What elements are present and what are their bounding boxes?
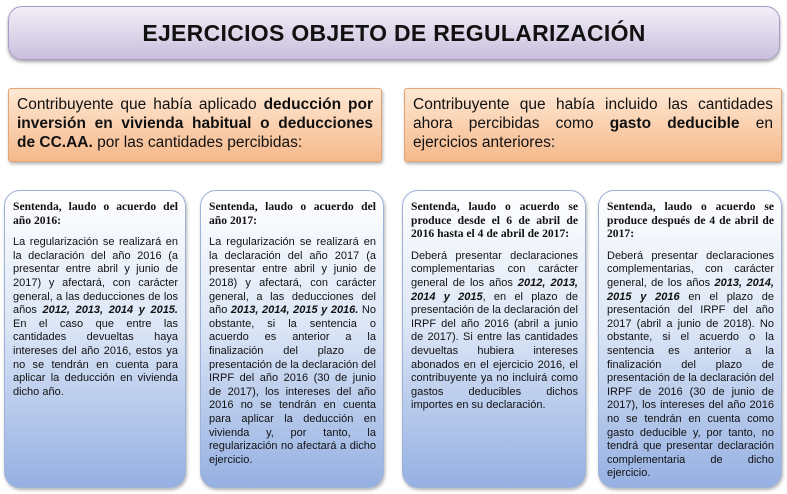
right-header-text-2: gasto deducible [609,115,740,132]
card-text: Deberá presentar declaraciones complementarias con carácter general de los años [411,249,578,289]
card-body [209,236,376,467]
card-text: La regularización se realizará en la declaración del año 2016 (a presentar entre abril y junio de 2017) y afectará, con carácter general, a las deducciones de los años [13,236,178,317]
card-text: En el caso que entre las cantidades devueltas haya intereses del año 2016, estos ya no se tendrán en cuenta para aplicar la deducción en vivienda dicho año. [13,317,178,398]
card-years: 2012, 2013, 2014 y 2015 [411,276,578,303]
card-years: 2013, 2014, 2015 y 2016. [230,304,359,317]
card-2017 [200,190,384,488]
card-text: No obstante, si la sentencia o acuerdo es anterior a la finalización del plazo de presentación de la declaración del IRPF del año 2016 (30 de junio de 2017), los intereses del año 2016 no se tendrán en cuenta para aplicar la deducción en vivienda y, por tanto, la regularización no afectará a dicho ejercicio. [209,304,376,466]
card-heading: Sentenda, laudo o acuerdo se produce después de 4 de abril de 2017: [607,200,774,241]
left-header-text-2: deducción por inversión en vivienda habitual o deducciones de CC.AA. [17,96,373,151]
card-text: Deberá presentar declaraciones complementarias, con carácter general, de los años [607,249,774,289]
card-years: 2012, 2013, 2014 y 2015. [42,304,178,317]
card-body [411,250,578,413]
card-text: , en el plazo de presentación de la declaración del IRPF del año 2016 (abril a junio de 2017). Si entre las cantidades devueltas hubiera intereses abonados en el ejercicio 2016, el contribuyente ya no incluirá como gastos deducibles dichos importes en su declaración. [411,290,578,412]
card-body [13,236,178,399]
card-years: 2013, 2014, 2015 y 2016 [607,276,774,303]
left-header-text-1: Contribuyente que había aplicado [17,96,264,113]
card-gasto-after-2017 [598,190,782,488]
card-heading: Sentenda, laudo o acuerdo del año 2016: [13,200,178,227]
card-body [607,250,774,481]
card-gasto-2016-2017 [402,190,586,488]
card-2016 [4,190,186,488]
card-heading: Sentenda, laudo o acuerdo del año 2017: [209,200,376,227]
right-category-box [404,88,782,162]
left-category-box [8,88,382,162]
right-header-text-3: en ejercicios anteriores: [413,115,773,151]
right-header-text-1: Contribuyente que había incluido las cantidades ahora percibidas como [413,96,773,132]
title-box [8,6,780,60]
page-title: EJERCICIOS OBJETO DE REGULARIZACIÓN [142,19,646,46]
card-heading: Sentenda, laudo o acuerdo se produce desde el 6 de abril de 2016 hasta el 4 de abril de 2017: [411,200,578,241]
left-header-text-3: por las cantidades percibidas: [92,134,303,151]
card-text: en el plazo de presentación del IRPF del año 2017 (abril a junio de 2018). No obstante, si el acuerdo o la sentencia es anterior a la finalización del plazo de presentación de la declaración del IRPF de 2016 (30 de junio de 2017), los intereses del año 2016 no se tendrán en cuenta como gasto deducible y, por tanto, no tendrá que presentar declaración complementaria de dicho ejercicio. [607,290,774,480]
card-text: La regularización se realizará en la declaración del año 2017 (a presentar entre abril y junio de 2018) y afectará, con carácter general, a las deducciones del año [209,236,376,317]
